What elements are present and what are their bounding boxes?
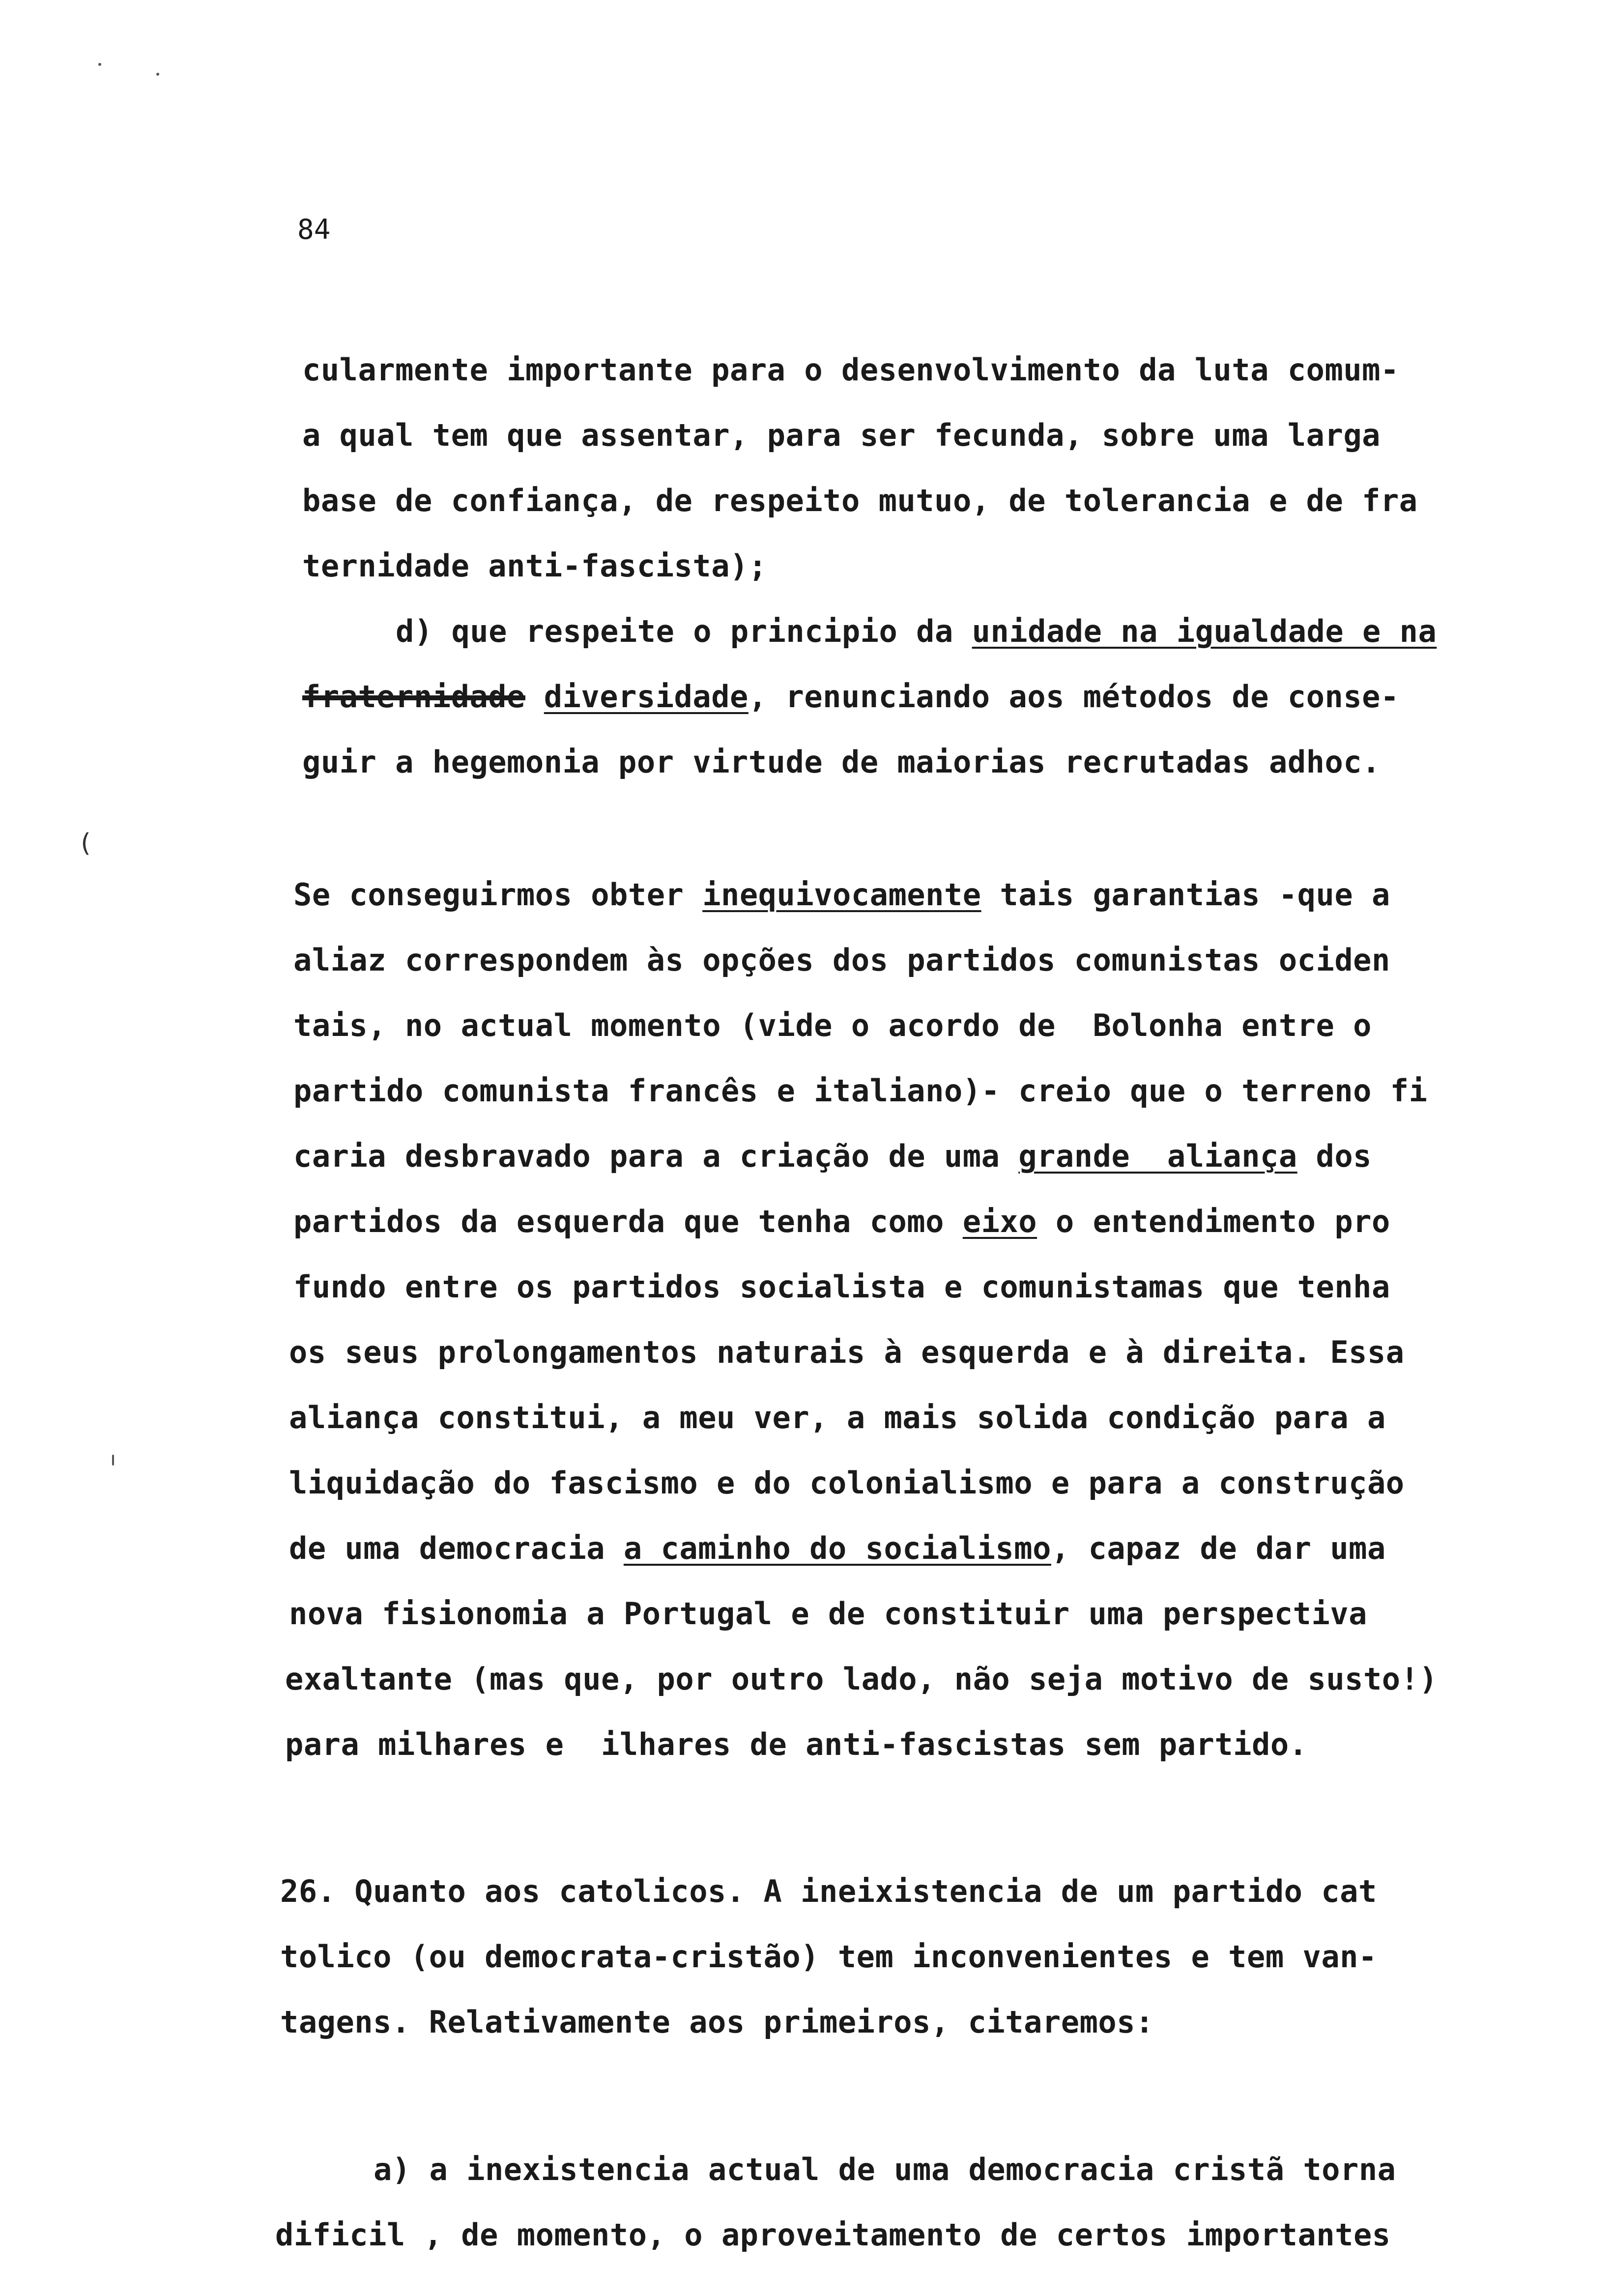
struck-word: fraternidade [302,679,525,715]
text-line: a) a inexistencia actual de uma democracia cristã torna [374,2152,1396,2187]
text-line: cularmente importante para o desenvolvimento da luta comum- [302,352,1399,388]
margin-tick [112,1455,114,1465]
text-segment: de uma democracia [289,1530,624,1566]
text-line: os seus prolongamentos naturais à esquerda e à direita. Essa [289,1334,1405,1370]
text-segment: caria desbravado para a criação de uma [293,1138,1019,1174]
text-line [293,1206,1390,1237]
text-segment: o entendimento pro [1037,1204,1390,1239]
text-segment: d) que respeite o principio da [396,613,972,649]
text-line: partido comunista francês e italiano)- creio que o terreno fi [293,1073,1428,1109]
text-line: fundo entre os partidos socialista e comunistamas que tenha [293,1269,1390,1305]
text-line: a qual tem que assentar, para ser fecunda, sobre uma larga [302,417,1381,453]
text-segment: tais garantias -que a [981,877,1390,913]
underlined-phrase: eixo [962,1204,1037,1239]
scan-speck [156,73,159,76]
text-line [302,679,1399,715]
underlined-phrase: unidade na igualdade e na [972,613,1437,649]
page-number: 84 [297,214,331,246]
underlined-phrase: grande aliança [1018,1138,1297,1174]
underlined-phrase: a caminho do socialismo [623,1530,1051,1566]
text-line: base de confiança, de respeito mutuo, de tolerancia e de fra [302,483,1418,518]
text-segment: , capaz de dar uma [1051,1530,1386,1566]
text-line: aliança constitui, a meu ver, a mais solida condição para a [289,1400,1386,1435]
text-line: exaltante (mas que, por outro lado, não seja motivo de susto!) [285,1661,1438,1697]
scan-speck [98,63,101,66]
text-line [293,877,1390,913]
text-line: liquidação do fascismo e do colonialismo e para a construção [289,1465,1405,1501]
text-line: tolico (ou democrata-cristão) tem inconvenientes e tem van- [280,1939,1377,1975]
text-line: tagens. Relativamente aos primeiros, citaremos: [280,2004,1154,2040]
text-line: ternidade anti-fascista); [302,548,767,584]
text-line: para milhares e ilhares de anti-fascistas sem partido. [285,1726,1308,1762]
text-segment: dos [1297,1138,1372,1174]
text-line [396,613,1437,649]
margin-parenthesis: ( [78,829,93,858]
text-segment: , renunciando aos métodos de conse- [748,679,1399,715]
underlined-phrase: inequivocamente [702,877,981,913]
text-line: guir a hegemonia por virtude de maiorias recrutadas adhoc. [302,744,1381,780]
text-line [289,1530,1386,1566]
text-segment: Se conseguirmos obter [293,877,703,913]
text-line: 26. Quanto aos catolicos. A ineixistencia de um partido cat [280,1873,1377,1909]
text-segment: partidos da esquerda que tenha como [293,1204,963,1239]
text-line: nova fisionomia a Portugal e de constituir uma perspectiva [289,1596,1367,1632]
text-line: aliaz correspondem às opções dos partidos comunistas ociden [293,942,1390,978]
text-line: tais, no actual momento (vide o acordo de Bolonha entre o [293,1007,1372,1043]
text-line: dificil , de momento, o aproveitamento de certos importantes [275,2217,1391,2253]
underlined-phrase: diversidade [544,679,748,715]
text-line [293,1138,1372,1174]
